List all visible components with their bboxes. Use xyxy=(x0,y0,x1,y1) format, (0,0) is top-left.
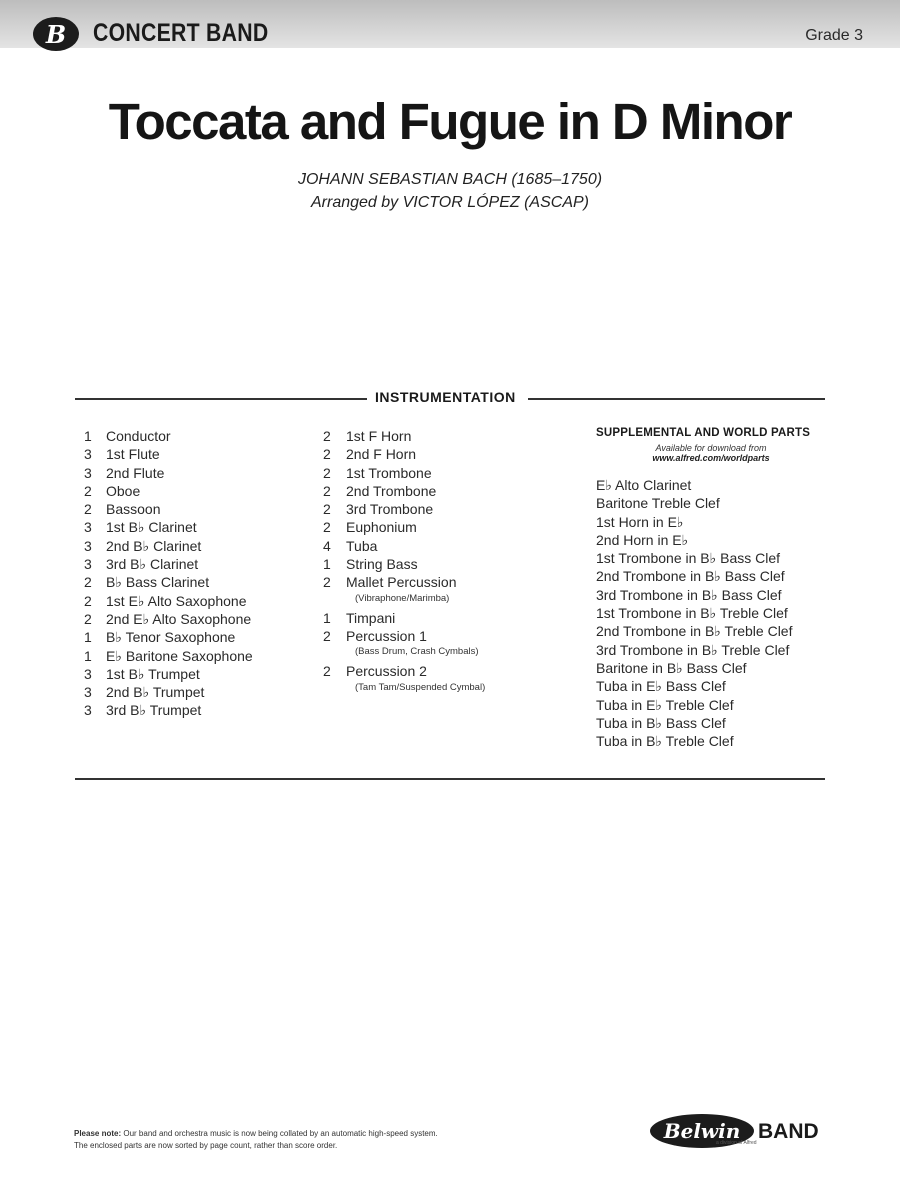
part-name: Timpani xyxy=(346,609,396,626)
part-quantity: 2 xyxy=(84,574,92,591)
part-quantity: 2 xyxy=(323,519,331,536)
part-name: 1st Flute xyxy=(106,446,160,463)
part-quantity: 3 xyxy=(84,556,92,573)
part-name: 1st B♭ Trumpet xyxy=(106,665,200,682)
part-quantity: 3 xyxy=(84,684,92,701)
part-item xyxy=(84,518,253,536)
part-item xyxy=(323,464,485,482)
supplemental-part: Baritone in B♭ Bass Clef xyxy=(596,659,747,676)
part-item xyxy=(323,555,485,573)
part-name: 3rd Trombone xyxy=(346,501,434,518)
supplemental-part: Tuba in B♭ Treble Clef xyxy=(596,733,734,750)
part-quantity: 2 xyxy=(323,446,331,463)
part-name: Bassoon xyxy=(106,501,161,518)
part-item xyxy=(84,573,253,591)
part-detail: (Bass Drum, Crash Cymbals) xyxy=(355,646,479,658)
part-quantity: 1 xyxy=(84,428,92,444)
supplemental-part: 1st Trombone in B♭ Bass Clef xyxy=(596,550,781,567)
supplemental-part: E♭ Alto Clarinet xyxy=(596,477,692,493)
part-item xyxy=(323,662,485,693)
grade-label: Grade 3 xyxy=(805,27,863,44)
instrumentation-column-2 xyxy=(323,427,485,698)
part-item xyxy=(323,518,485,536)
instrumentation-column-1 xyxy=(84,427,253,720)
supplemental-heading: SUPPLEMENTAL AND WORLD PARTS xyxy=(596,427,811,439)
part-item xyxy=(323,500,485,518)
part-quantity: 2 xyxy=(323,501,331,518)
part-item xyxy=(323,482,485,500)
belwin-band-text: BAND xyxy=(758,1120,819,1143)
part-quantity: 2 xyxy=(323,482,331,499)
part-name: 1st E♭ Alto Saxophone xyxy=(106,592,247,609)
composer: JOHANN SEBASTIAN BACH (1685–1750) xyxy=(297,171,603,188)
part-item xyxy=(84,683,253,701)
part-item xyxy=(84,610,253,628)
part-name: Tuba xyxy=(346,537,378,554)
note-line-2: The enclosed parts are now sorted by page count, rather than score order. xyxy=(74,1141,338,1150)
concert-band-logo xyxy=(33,17,79,51)
part-item xyxy=(323,427,485,445)
part-quantity: 2 xyxy=(323,663,331,680)
supplemental-available: Available for download from xyxy=(655,443,767,453)
part-quantity: 1 xyxy=(84,629,92,646)
series-name: CONCERT BAND xyxy=(93,19,269,47)
divider-left xyxy=(75,398,367,400)
part-name: Conductor xyxy=(106,428,171,444)
logo-letter: B xyxy=(45,19,67,49)
belwin-band-logo xyxy=(650,1112,830,1152)
part-quantity: 2 xyxy=(84,501,92,518)
part-quantity: 3 xyxy=(84,665,92,682)
part-item xyxy=(323,445,485,463)
part-name: B♭ Tenor Saxophone xyxy=(106,629,236,646)
part-name: 1st B♭ Clarinet xyxy=(106,519,197,536)
part-item xyxy=(84,592,253,610)
part-name: 2nd B♭ Clarinet xyxy=(106,537,202,554)
part-name: 3rd B♭ Clarinet xyxy=(106,556,199,573)
part-item xyxy=(84,537,253,555)
part-item xyxy=(323,573,485,604)
supplemental-part: 3rd Trombone in B♭ Bass Clef xyxy=(596,586,782,603)
part-item xyxy=(84,665,253,683)
part-quantity: 2 xyxy=(323,574,331,591)
supplemental-part: 3rd Trombone in B♭ Treble Clef xyxy=(596,641,790,658)
part-item xyxy=(84,427,253,445)
supplemental-part: Tuba in E♭ Treble Clef xyxy=(596,696,734,713)
supplemental-part: 1st Horn in E♭ xyxy=(596,513,684,530)
supplemental-list xyxy=(596,476,836,750)
part-item xyxy=(84,482,253,500)
part-name: 1st Trombone xyxy=(346,464,432,481)
part-quantity: 3 xyxy=(84,464,92,481)
part-item xyxy=(84,464,253,482)
instrumentation-heading: INSTRUMENTATION xyxy=(375,389,516,405)
part-item xyxy=(84,500,253,518)
part-quantity: 2 xyxy=(323,627,331,644)
supplemental-url[interactable]: www.alfred.com/worldparts xyxy=(652,453,770,463)
part-name: 3rd B♭ Trumpet xyxy=(106,702,202,719)
part-name: 2nd E♭ Alto Saxophone xyxy=(106,610,252,627)
part-item xyxy=(323,609,485,627)
supplemental-parts xyxy=(596,427,836,750)
part-detail: (Vibraphone/Marimba) xyxy=(355,592,450,604)
part-quantity: 3 xyxy=(84,537,92,554)
part-name: Percussion 1 xyxy=(346,627,427,644)
part-quantity: 2 xyxy=(84,482,92,499)
part-name: 2nd B♭ Trumpet xyxy=(106,684,205,701)
part-quantity: 1 xyxy=(323,609,331,626)
arranger: Arranged by VICTOR LÓPEZ (ASCAP) xyxy=(310,194,589,211)
part-item xyxy=(84,628,253,646)
part-name: 1st F Horn xyxy=(346,428,412,444)
part-name: 2nd F Horn xyxy=(346,446,417,463)
supplemental-part: Tuba in B♭ Bass Clef xyxy=(596,714,726,731)
part-item xyxy=(323,627,485,658)
divider-bottom xyxy=(75,778,825,780)
collation-note xyxy=(74,1128,438,1152)
supplemental-part: 2nd Trombone in B♭ Bass Clef xyxy=(596,568,785,585)
divider-right xyxy=(528,398,825,400)
part-name: B♭ Bass Clarinet xyxy=(106,574,210,591)
supplemental-part: 1st Trombone in B♭ Treble Clef xyxy=(596,605,788,622)
page-title: Toccata and Fugue in D Minor xyxy=(108,93,792,150)
part-quantity: 3 xyxy=(84,446,92,463)
part-quantity: 3 xyxy=(84,702,92,719)
part-quantity: 2 xyxy=(323,464,331,481)
part-detail: (Tam Tam/Suspended Cymbal) xyxy=(355,681,486,693)
part-name: Percussion 2 xyxy=(346,663,427,680)
part-item xyxy=(323,537,485,555)
part-quantity: 4 xyxy=(323,537,331,554)
supplemental-part: Baritone Treble Clef xyxy=(596,495,720,512)
part-name: 2nd Flute xyxy=(106,464,165,481)
part-quantity: 3 xyxy=(84,519,92,536)
part-item xyxy=(84,445,253,463)
part-name: 2nd Trombone xyxy=(346,482,437,499)
supplemental-part: Tuba in E♭ Bass Clef xyxy=(596,678,726,695)
part-name: E♭ Baritone Saxophone xyxy=(106,647,253,664)
part-item xyxy=(84,555,253,573)
part-name: Mallet Percussion xyxy=(346,574,457,591)
part-quantity: 2 xyxy=(84,592,92,609)
note-line-1: Our band and orchestra music is now being collated by an automatic high-speed system. xyxy=(123,1129,438,1138)
part-quantity: 1 xyxy=(323,556,331,573)
note-label: Please note: xyxy=(74,1129,122,1138)
part-name: String Bass xyxy=(346,556,418,573)
part-quantity: 2 xyxy=(323,428,331,444)
supplemental-part: 2nd Horn in E♭ xyxy=(596,531,689,548)
part-item xyxy=(84,701,253,719)
part-quantity: 2 xyxy=(84,610,92,627)
belwin-script: Belwin xyxy=(663,1119,741,1143)
belwin-sub-text: a division of Alfred xyxy=(716,1140,757,1146)
part-name: Euphonium xyxy=(346,519,417,536)
part-name: Oboe xyxy=(106,482,141,499)
part-item xyxy=(84,647,253,665)
part-quantity: 1 xyxy=(84,647,92,664)
supplemental-part: 2nd Trombone in B♭ Treble Clef xyxy=(596,623,793,640)
